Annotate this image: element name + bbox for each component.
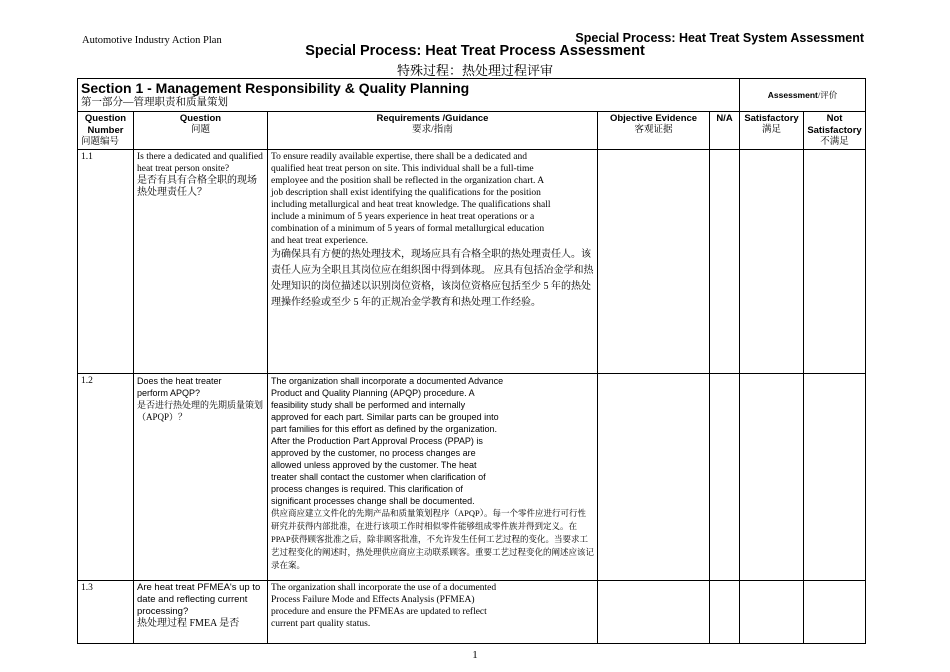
requirement-text: To ensure readily available expertise, there shall be a dedicated and qualified heat treat person on site. This individual shall be a full-time employee and the position shall be reflected in the organization chart. A job description shall exist identifying the qualifications for the position including metallurgical and heat treat knowledge. The qualifications shall include a minimum of 5 years experience in heat treat operations or a combination of a minimum of 5 years of formal metallurgical education and heat treat experience. bbox=[271, 152, 551, 246]
col-evidence-label: Objective Evidence bbox=[609, 113, 698, 124]
document-title-cn: 特殊过程：热处理过程评审 bbox=[396, 63, 553, 78]
question-text-cn: 是否有具有合格全职的现场热处理责任人？ bbox=[137, 175, 257, 198]
col-question-header bbox=[134, 112, 268, 150]
table-row bbox=[78, 581, 866, 644]
header-right-text: Special Process: Heat Treat System Assessment bbox=[575, 31, 864, 45]
question-number: 1.1 bbox=[78, 150, 134, 374]
requirement-text: The organization shall incorporate the use of a documented Process Failure Mode and Effects Analysis (PFMEA) procedure and ensure the PFMEAs are updated to reflect current part quality status. bbox=[271, 583, 497, 629]
col-question-label-cn: 问题 bbox=[190, 125, 210, 135]
assessment-table bbox=[77, 78, 866, 644]
col-requirements-header bbox=[268, 112, 598, 150]
requirement-text-cn: 供应商应建立文件化的先期产品和质量策划程序（APQP）。每一个零件应进行可行性研究并获得内部批准，在进行该项工作时相似零件能够组成零件族并得到定义。在PPAP获得顾客批准之后，除非顾客批准，不允许发生任何工艺过程的变化。当要求工艺过程变化的阐述时，热处理供应商应主动联系顾客。重要工艺过程变化的阐述应该记录在案。 bbox=[271, 508, 595, 570]
section-title: Section 1 - Management Responsibility & Quality Planning bbox=[81, 80, 470, 96]
not-satisfactory-cell[interactable] bbox=[804, 150, 866, 374]
requirement-cell bbox=[268, 581, 598, 644]
col-number-header bbox=[78, 112, 134, 150]
assessment-label-cn: /评价 bbox=[817, 90, 838, 100]
question-cell bbox=[134, 150, 268, 374]
not-satisfactory-cell[interactable] bbox=[804, 581, 866, 644]
assessment-header bbox=[740, 79, 866, 112]
question-cell bbox=[134, 581, 268, 644]
requirement-cell bbox=[268, 150, 598, 374]
page-number: 1 bbox=[472, 649, 478, 661]
question-text: Does the heat treater perform APQP? bbox=[137, 376, 222, 398]
col-question-label: Question bbox=[179, 113, 222, 124]
satisfactory-cell[interactable] bbox=[740, 150, 804, 374]
evidence-cell[interactable] bbox=[598, 374, 710, 581]
header-left-text: Automotive Industry Action Plan bbox=[82, 35, 222, 46]
requirement-text: The organization shall incorporate a documented Advance Product and Quality Planning (APQP) procedure. A feasibility study shall be performed and internally approved for each part. Similar parts can be grouped into part families for this effort as defined by the organization. After the Production Part Approval Process (PPAP) is approved by the customer, no process changes are allowed unless approved by the customer. The heat treater shall contact the customer when clarification of process changes is required. This clarification of significant processes change shall be documented. bbox=[271, 376, 504, 506]
table-row bbox=[78, 374, 866, 581]
section-title-cn: 第一部分—管理职责和质量策划 bbox=[81, 97, 228, 108]
satisfactory-cell[interactable] bbox=[740, 374, 804, 581]
na-cell[interactable] bbox=[710, 150, 740, 374]
requirement-text-cn: 为确保具有方便的热处理技术，现场应具有合格全职的热处理责任人。该责任人应为全职且其岗位应在组织图中得到体现。 应具有包括冶金学和热处理知识的岗位描述以识别岗位资格，该岗位资格应包括至少 5 年的热处理操作经验或至少 5 年的正规冶金学教育和热处理工作经验。 bbox=[271, 249, 594, 308]
evidence-cell[interactable] bbox=[598, 581, 710, 644]
col-number-label: Question Number bbox=[84, 113, 127, 136]
col-satisfactory-label: Satisfactory bbox=[744, 113, 799, 124]
column-header-row bbox=[78, 112, 866, 150]
na-cell[interactable] bbox=[710, 374, 740, 581]
question-text-cn: 热处理过程 FMEA 是否 bbox=[137, 618, 240, 629]
col-not-satisfactory-label: Not Satisfactory bbox=[807, 113, 862, 136]
col-requirements-label: Requirements /Guidance bbox=[376, 113, 489, 124]
col-not-satisfactory-header bbox=[804, 112, 866, 150]
col-na-header bbox=[710, 112, 740, 150]
requirement-cell bbox=[268, 374, 598, 581]
question-number: 1.3 bbox=[78, 581, 134, 644]
col-evidence-header bbox=[598, 112, 710, 150]
section-header-row bbox=[78, 79, 866, 112]
na-cell[interactable] bbox=[710, 581, 740, 644]
col-number-label-cn: 问题编号 bbox=[81, 137, 120, 147]
evidence-cell[interactable] bbox=[598, 150, 710, 374]
document-title: Special Process: Heat Treat Process Assessment bbox=[305, 43, 645, 59]
not-satisfactory-cell[interactable] bbox=[804, 374, 866, 581]
col-satisfactory-label-cn: 满足 bbox=[762, 125, 782, 135]
question-text: Is there a dedicated and qualified heat treat person onsite? bbox=[137, 152, 263, 174]
assessment-label: Assessment bbox=[767, 90, 818, 100]
question-text-cn: 是否进行热处理的先期质量策划（APQP）？ bbox=[137, 400, 264, 422]
section-title-cell bbox=[78, 79, 740, 112]
col-satisfactory-header bbox=[740, 112, 804, 150]
satisfactory-cell[interactable] bbox=[740, 581, 804, 644]
table-row bbox=[78, 150, 866, 374]
col-na-label: N/A bbox=[716, 113, 733, 124]
question-text: Are heat treat PFMEA's up to date and reflecting current processing? bbox=[137, 582, 261, 617]
question-number: 1.2 bbox=[78, 374, 134, 581]
col-requirements-label-cn: 要求/指南 bbox=[412, 125, 453, 135]
question-cell bbox=[134, 374, 268, 581]
col-evidence-label-cn: 客观证据 bbox=[634, 125, 673, 135]
col-not-satisfactory-label-cn: 不满足 bbox=[820, 137, 849, 147]
